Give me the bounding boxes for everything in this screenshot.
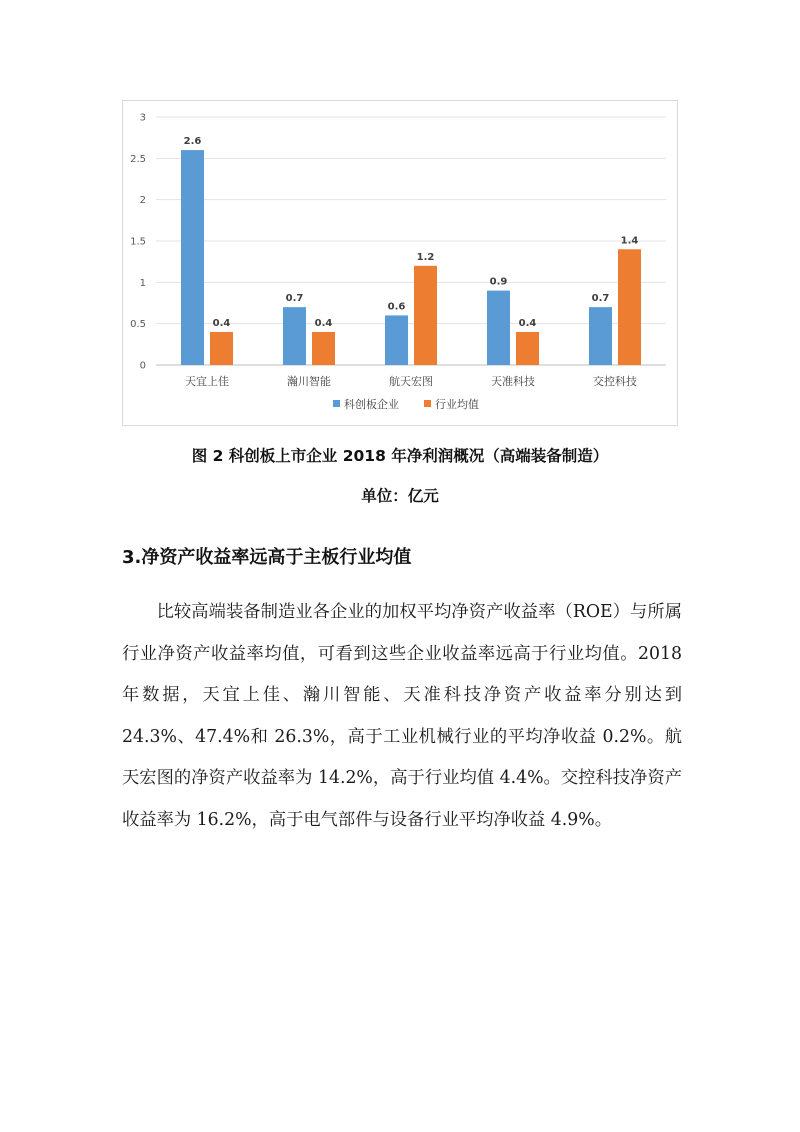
y-tick-label: 0.5 bbox=[130, 319, 146, 331]
data-label: 0.4 bbox=[518, 317, 537, 329]
y-tick-label: 3 bbox=[139, 112, 146, 124]
y-tick-label: 2.5 bbox=[130, 153, 146, 165]
category-label: 天准科技 bbox=[491, 375, 535, 388]
y-tick-label: 0 bbox=[139, 360, 146, 372]
legend-label: 科创板企业 bbox=[344, 398, 399, 411]
body-paragraph: 比较高端装备制造业各企业的加权平均净资产收益率（ROE）与所属行业净资产收益率均值，可看到这些企业收益率远高于行业均值。2018 年数据，天宜上佳、瀚川智能、天准科技净资产收益率分别达到 24.3%、47.4%和 26.3%，高于工业机械行业的平均净收益 0.2%。航天宏图的净资产收益率为 14.2%，高于行业均值 4.4%。交控科技净资产收益率为 16.2%，高于电气部件与设备行业平均净收益 4.9%。 bbox=[122, 602, 682, 830]
category-label: 瀚川智能 bbox=[287, 375, 331, 388]
bar-industry-avg bbox=[618, 249, 641, 365]
bar-industry-avg bbox=[312, 332, 335, 365]
bar-company bbox=[385, 315, 408, 365]
data-label: 0.7 bbox=[285, 293, 304, 305]
data-label: 0.9 bbox=[489, 276, 508, 288]
data-label: 1.4 bbox=[620, 235, 639, 247]
category-label: 交控科技 bbox=[593, 375, 637, 388]
legend-swatch bbox=[333, 400, 340, 407]
data-label: 1.2 bbox=[416, 251, 435, 263]
bar-company bbox=[181, 150, 204, 365]
data-label: 0.4 bbox=[212, 317, 231, 329]
net-profit-chart bbox=[122, 100, 678, 426]
bar-company bbox=[487, 291, 510, 365]
category-label: 航天宏图 bbox=[389, 375, 433, 388]
legend-label: 行业均值 bbox=[435, 398, 479, 411]
bar-industry-avg bbox=[210, 332, 233, 365]
data-label: 0.7 bbox=[591, 293, 610, 305]
y-tick-label: 1.5 bbox=[130, 236, 146, 248]
chart-canvas bbox=[123, 101, 679, 427]
category-label: 天宜上佳 bbox=[185, 375, 229, 388]
y-tick-label: 1 bbox=[139, 277, 146, 289]
bar-industry-avg bbox=[414, 266, 437, 365]
bar-company bbox=[589, 307, 612, 365]
bar-company bbox=[283, 307, 306, 365]
section-heading: 3.净资产收益率远高于主板行业均值 bbox=[122, 547, 412, 568]
legend-swatch bbox=[424, 400, 431, 407]
figure-caption: 图 2 科创板上市企业 2018 年净利润概况（高端装备制造） bbox=[191, 447, 609, 465]
y-tick-label: 2 bbox=[139, 195, 146, 207]
unit-caption: 单位：亿元 bbox=[361, 487, 439, 505]
data-label: 0.4 bbox=[314, 317, 333, 329]
data-label: 2.6 bbox=[183, 136, 202, 148]
bar-industry-avg bbox=[516, 332, 539, 365]
data-label: 0.6 bbox=[387, 301, 406, 313]
